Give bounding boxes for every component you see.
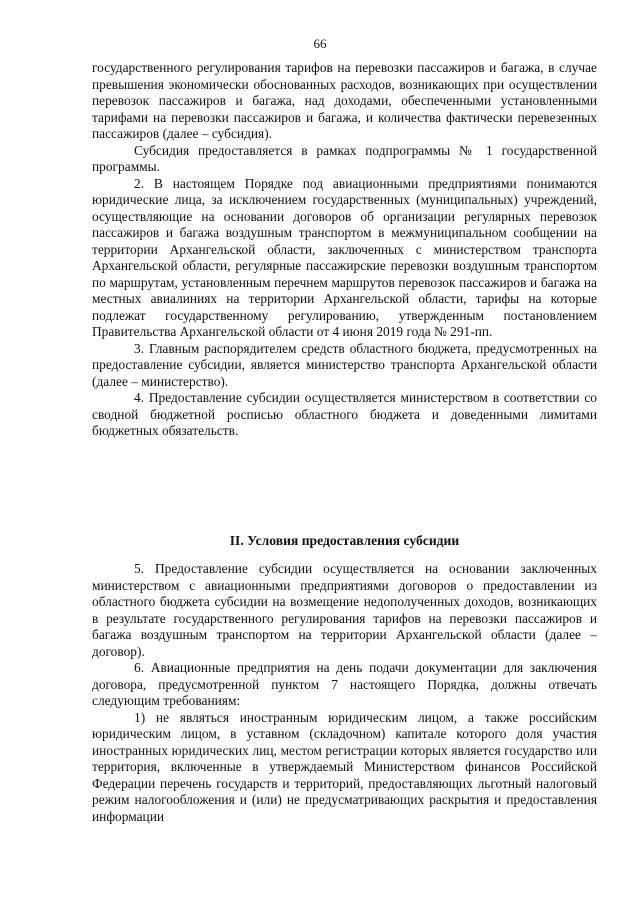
paragraph: государственного регулирования тарифов на перевозки пассажиров и багажа, в случае превышения экономически обоснованных расходов, возникающих при осуществлении перевозок пассажиров и багажа, над доходами, обеспеченными установленными тарифами на перевозки пассажиров и багажа, и количества фактически перевезенных пассажиров (далее – субсидия). [92, 60, 597, 141]
page-number: 66 [313, 36, 327, 51]
paragraph-subitem-1: 1) не являться иностранным юридическим лицом, а также российским юридическим лицом, в уставном (складочном) капитале которого доля участия иностранных юридических лиц, местом регистрации которых является государство или территория, включенные в утверждаемый Министерством финансов Российской Федерации перечень государств и территорий, предоставляющих льготный налоговый режим налогообложения и (или) не предусматривающих раскрытия и предоставления информации [92, 709, 597, 824]
paragraph-item-2: 2. В настоящем Порядке под авиационными предприятиями понимаются юридические лица, за исключением государственных (муниципальных) учреждений, осуществляющие на основании договоров об организации регулярных перевозок пассажиров и багажа воздушным транспортом в межмуниципальном сообщении на территории Архангельской области, заключенных с министерством транспорта Архангельской области, регулярные пассажирские перевозки воздушным транспортом по маршрутам, установленным перечнем маршрутов перевозок пассажиров и багажа на местных авиалиниях на территории Архангельской области, тарифы на которые подлежат государственному регулированию, утвержденным постановлением Правительства Архангельской области от 4 июня 2019 года № 291-пп. [92, 175, 597, 339]
paragraph-item-3: 3. Главным распорядителем средств областного бюджета, предусмотренных на предоставление субсидии, является министерство транспорта Архангельской области (далее – министерство). [92, 340, 597, 389]
paragraph-item-6: 6. Авиационные предприятия на день подачи документации для заключения договора, предусмотренной пунктом 7 настоящего Порядка, должны отвечать следующим требованиям: [92, 660, 597, 708]
paragraph-item-5: 5. Предоставление субсидии осуществляется на основании заключенных министерством с авиационными предприятиями договоров о предоставлении из областного бюджета субсидии на возмещение недополученных доходов, возникающих в результате государственного регулирования тарифов на перевозки пассажиров и багажа воздушным транспортом на территории Архангельской области (далее – договор). [92, 561, 597, 659]
paragraph-item-4: 4. Предоставление субсидии осуществляется министерством в соответствии со сводной бюджетной росписью областного бюджета и доведенными лимитами бюджетных обязательств. [92, 390, 597, 438]
section-heading: II. Условия предоставления субсидии [229, 533, 460, 548]
body-text-top [92, 60, 597, 440]
body-text-bottom [92, 561, 597, 825]
paragraph: Субсидия предоставляется в рамках подпрограммы № 1 государственной программы. [92, 142, 597, 174]
